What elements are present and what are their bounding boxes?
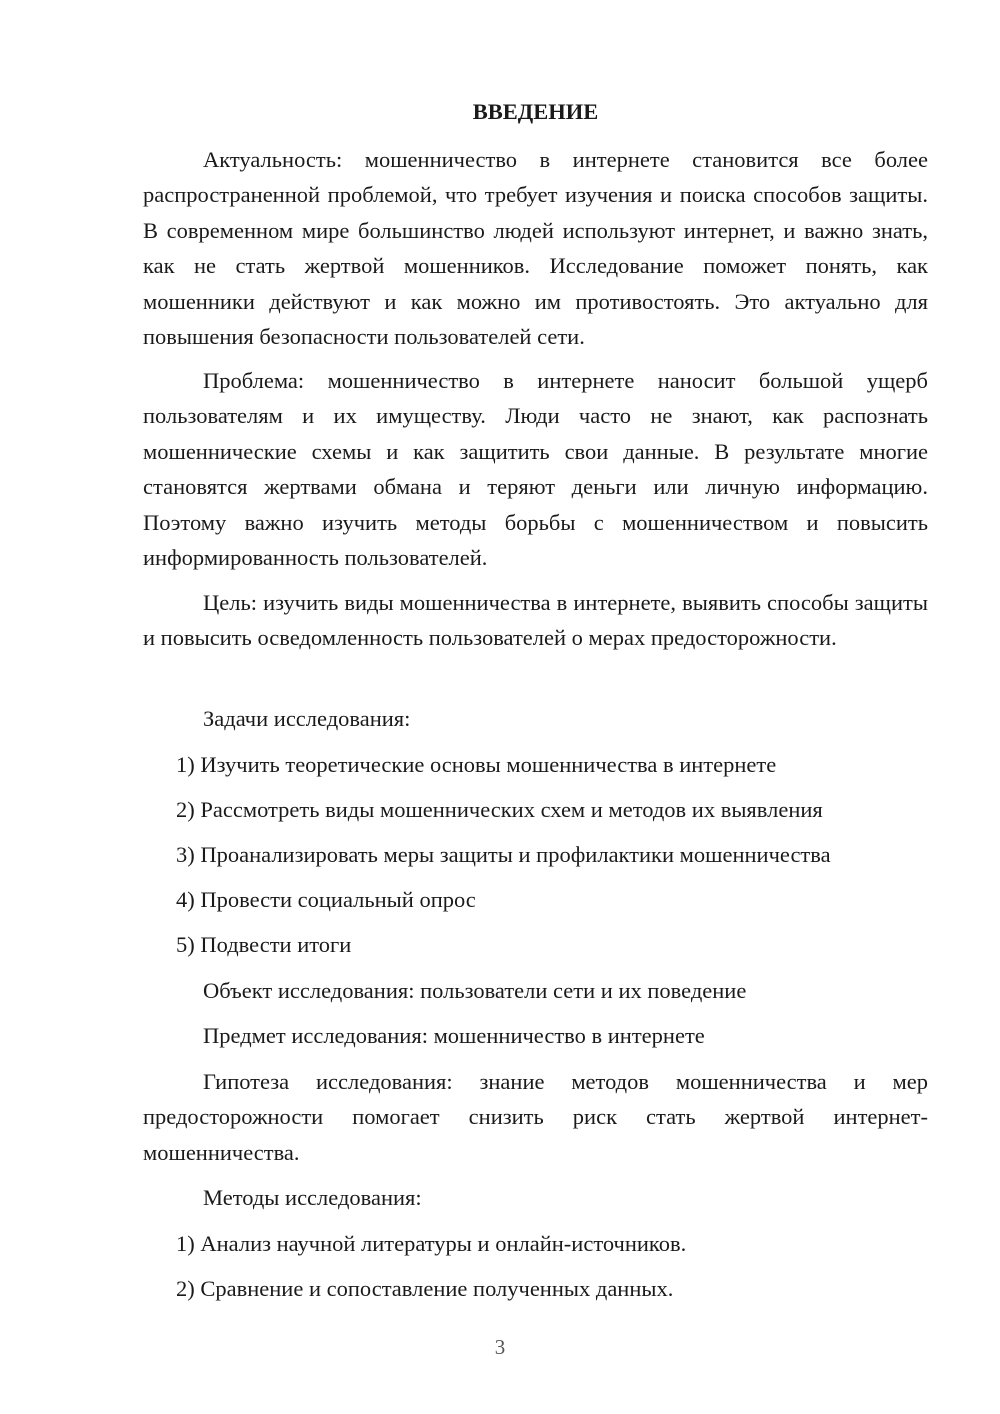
goal-paragraph: Цель: изучить виды мошенничества в интернете, выявить способы защиты и повысить осведомленность пользователей о мерах предосторожности.: [143, 590, 928, 651]
object-line: Объект исследования: пользователи сети и их поведение: [203, 978, 747, 1003]
problem-paragraph: Проблема: мошенничество в интернете наносит большой ущерб пользователям и их имуществу. Люди часто не знают, как распознать мошеннические схемы и как защитить свои данные. В результате многие становятся жертвами обмана и теряют деньги или личную информацию. Поэтому важно изучить методы борьбы с мошенничеством и повысить информированность пользователей.: [143, 368, 928, 571]
task-item: 3) Проанализировать меры защиты и профилактики мошенничества: [176, 842, 831, 867]
relevance-paragraph: Актуальность: мошенничество в интернете становится все более распространенной проблемой, что требует изучения и поиска способов защиты. В современном мире большинство людей используют интернет, и важно знать, как не стать жертвой мошенников. Исследование поможет понять, как мошенники действуют и как можно им противостоять. Это актуально для повышения безопасности пользователей сети.: [143, 147, 928, 350]
tasks-heading: Задачи исследования:: [203, 706, 411, 731]
task-item: 5) Подвести итоги: [176, 932, 352, 957]
task-item: 4) Провести социальный опрос: [176, 887, 476, 912]
page-number: 3: [494, 1335, 506, 1359]
method-item: 1) Анализ научной литературы и онлайн-источников.: [176, 1231, 687, 1256]
task-item: 1) Изучить теоретические основы мошенничества в интернете: [176, 752, 777, 777]
task-item: 2) Рассмотреть виды мошеннических схем и методов их выявления: [176, 797, 823, 822]
method-item: 2) Сравнение и сопоставление полученных данных.: [176, 1276, 674, 1301]
section-title: ВВЕДЕНИЕ: [472, 99, 599, 124]
subject-line: Предмет исследования: мошенничество в интернете: [203, 1023, 705, 1048]
hypothesis-paragraph: Гипотеза исследования: знание методов мошенничества и мер предосторожности помогает снизить риск стать жертвой интернет-мошенничества.: [143, 1069, 928, 1165]
methods-heading: Методы исследования:: [203, 1185, 422, 1210]
